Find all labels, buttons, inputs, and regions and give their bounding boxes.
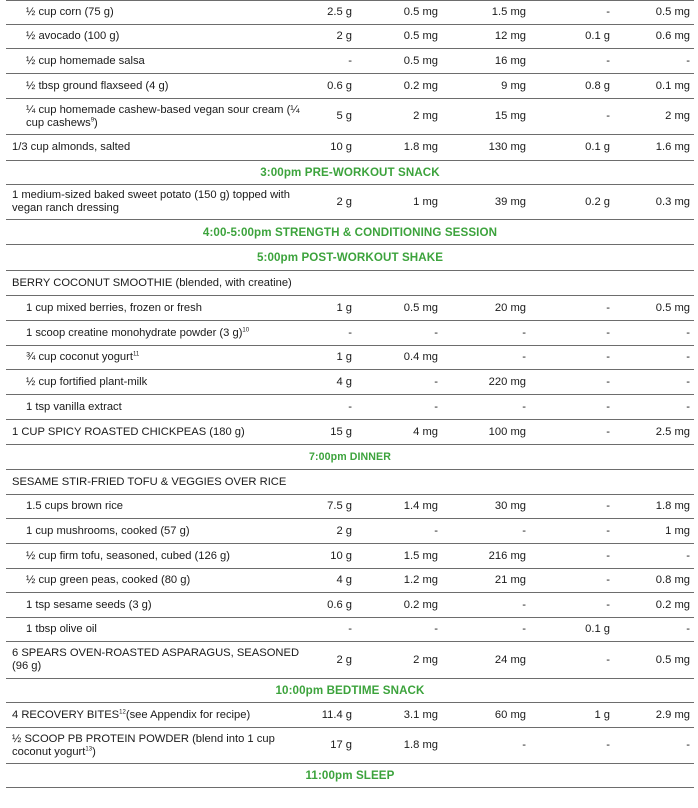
table-row [6,370,694,395]
table-row [6,271,694,296]
protein-value: 2 g [336,653,352,666]
food-item-text: ½ SCOOP PB PROTEIN POWDER (blend into 1 cup coconut yogurt [12,732,275,758]
protein-value: 1 g [336,351,352,363]
section-title: 3:00pm PRE-WORKOUT SNACK [260,166,440,179]
food-item-name [6,500,308,513]
food-item-text: ½ cup green peas, cooked (80 g) [26,574,191,586]
protein-value: 17 g [330,739,352,751]
iron-value: 1.8 mg [403,141,438,153]
protein-value: 4 g [336,574,352,586]
omega3-value: - [606,524,610,537]
zinc-value: - [686,375,690,388]
table-row [6,74,694,99]
table-row [6,296,694,321]
zinc-value: 2.9 mg [655,708,690,721]
omega3-value: 0.8 g [585,79,610,92]
protein-value: 5 g [336,110,352,122]
section-title: 4:00-5:00pm STRENGTH & CONDITIONING SESSION [202,225,498,239]
section-header-row [6,445,694,470]
table-row [6,642,694,679]
omega3-value: 0.2 g [585,195,610,208]
table-row [6,495,694,519]
iron-value: 3.1 mg [403,708,438,721]
protein-value: 2.5 g [327,6,352,18]
section-title: 7:00pm DINNER [309,451,391,463]
calcium-value: 60 mg [494,708,526,721]
omega3-value: - [606,400,610,413]
iron-value: 0.2 mg [403,598,438,611]
food-item-text-suffix: (see Appendix for recipe) [125,708,251,721]
iron-value: - [434,400,438,413]
iron-value: 1.4 mg [403,500,438,512]
omega3-value: - [606,549,610,562]
calcium-value: 130 mg [488,141,526,153]
iron-value: 0.5 mg [403,301,438,314]
food-item-text: ¼ cup homemade cashew-based vegan sour cream (¼ cup cashews [26,103,300,129]
protein-value: 0.6 g [327,598,352,611]
table-row [6,346,694,370]
protein-value: 11.4 g [321,708,352,721]
calcium-value: - [522,400,526,413]
food-item-name [6,351,308,364]
protein-value: - [348,54,352,67]
table-row [6,420,694,445]
food-item-name [6,476,308,489]
zinc-value: - [686,623,690,635]
zinc-value: 0.6 mg [655,30,690,42]
zinc-value: - [686,326,690,339]
calcium-value: 12 mg [494,30,526,42]
iron-value: 1.8 mg [403,739,438,751]
protein-value: 0.6 g [327,79,352,92]
omega3-value: - [606,375,610,388]
food-item-text: ½ cup fortified plant-milk [26,375,148,388]
iron-value: 1 mg [413,195,438,208]
food-item-text: 1 CUP SPICY ROASTED CHICKPEAS (180 g) [12,425,245,438]
food-item-text: 1 cup mixed berries, frozen or fresh [26,301,202,314]
omega3-value: - [606,326,610,339]
zinc-value: - [686,351,690,363]
calcium-value: 24 mg [494,653,526,666]
food-item-text: 1 cup mushrooms, cooked (57 g) [26,524,190,537]
zinc-value: - [686,54,690,67]
omega3-value: - [606,54,610,67]
iron-value: 0.5 mg [403,30,438,42]
food-item-text: ½ cup homemade salsa [26,54,145,67]
calcium-value: - [522,326,526,339]
food-item-name [6,733,308,759]
food-item-name [6,709,308,722]
calcium-value: - [522,739,526,751]
food-item-name [6,55,308,68]
table-row [6,25,694,49]
omega3-value: - [606,500,610,512]
iron-value: 1.5 mg [403,549,438,562]
footnote-ref: 11 [132,351,140,358]
calcium-value: - [522,623,526,635]
calcium-value: 216 mg [488,549,526,562]
food-item-name [6,80,308,93]
calcium-value: 1.5 mg [491,6,526,18]
iron-value: - [434,326,438,339]
food-item-name [6,376,308,389]
food-item-text: 1.5 cups brown rice [26,500,124,512]
zinc-value: 0.2 mg [655,598,690,611]
food-item-name [6,6,308,19]
footnote-ref: 13 [85,745,93,752]
food-item-name [6,327,308,340]
calcium-value: 220 mg [488,375,526,388]
section-header-row [6,245,694,271]
food-item-text: ¾ cup coconut yogurt [26,351,133,363]
omega3-value: 1 g [594,708,610,721]
omega3-value: - [606,574,610,586]
table-row [6,593,694,618]
nutrition-table [6,0,694,788]
iron-value: 0.5 mg [403,54,438,67]
protein-value: 10 g [330,549,352,562]
food-item-text: 1 tbsp olive oil [26,623,97,635]
iron-value: - [434,623,438,635]
table-row [6,703,694,728]
omega3-value: 0.1 g [585,623,610,635]
omega3-value: - [606,739,610,751]
table-row [6,519,694,544]
section-header-row [6,220,694,245]
zinc-value: 0.5 mg [655,6,690,18]
omega3-value: - [606,598,610,611]
food-item-name [6,104,308,130]
protein-value: - [348,623,352,635]
food-item-text: 6 SPEARS OVEN-ROASTED ASPARAGUS, SEASONED (96 g) [12,647,300,672]
food-item-text: SESAME STIR-FRIED TOFU & VEGGIES OVER RICE [12,475,287,488]
food-item-text-suffix: ) [94,116,98,129]
food-item-name [6,141,308,154]
food-item-text: ½ avocado (100 g) [26,30,120,42]
calcium-value: 16 mg [494,54,526,67]
zinc-value: 0.5 mg [655,301,690,314]
food-item-name [6,550,308,563]
table-row [6,49,694,74]
iron-value: 0.2 mg [403,79,438,92]
zinc-value: 0.1 mg [655,79,690,92]
section-title: 11:00pm SLEEP [305,769,395,782]
food-item-name [6,525,308,538]
protein-value: 2 g [336,30,352,42]
iron-value: 0.5 mg [403,6,438,18]
table-row [6,569,694,593]
omega3-value: - [606,6,610,18]
zinc-value: 2.5 mg [655,425,690,438]
omega3-value: - [606,653,610,666]
zinc-value: 1.8 mg [655,500,690,512]
zinc-value: - [686,549,690,562]
protein-value: 2 g [336,195,352,208]
food-item-text: ½ tbsp ground flaxseed (4 g) [26,79,169,92]
food-item-text: 1 scoop creatine monohydrate powder (3 g) [26,326,243,339]
food-item-text: 1 tsp sesame seeds (3 g) [26,598,152,611]
table-row [6,99,694,135]
table-row [6,544,694,569]
calcium-value: 100 mg [488,425,526,438]
food-item-text: 1 medium-sized baked sweet potato (150 g) topped with vegan ranch dressing [12,189,290,214]
food-item-text: 4 RECOVERY BITES [12,708,120,721]
protein-value: 7.5 g [327,500,352,512]
protein-value: 2 g [336,524,352,537]
food-item-text: BERRY COCONUT SMOOTHIE (blended, with creatine) [12,276,292,289]
footnote-ref: 12 [119,708,126,715]
zinc-value: 1.6 mg [655,141,690,153]
protein-value: 1 g [336,301,352,314]
food-item-name [6,647,308,673]
calcium-value: 9 mg [501,79,526,92]
protein-value: - [348,326,352,339]
omega3-value: - [606,351,610,363]
food-item-name [6,574,308,587]
calcium-value: - [522,524,526,537]
omega3-value: 0.1 g [585,141,610,153]
food-item-name [6,401,308,414]
table-row [6,728,694,764]
food-item-text: 1/3 cup almonds, salted [12,141,131,153]
table-row [6,470,694,495]
food-item-text-suffix: ) [92,745,96,758]
table-row [6,395,694,420]
footnote-ref: 10 [242,326,250,333]
calcium-value: 30 mg [494,500,526,512]
table-row [6,185,694,220]
calcium-value: 15 mg [494,110,526,122]
iron-value: - [434,524,438,537]
omega3-value: 0.1 g [585,30,610,42]
iron-value: - [434,375,438,388]
zinc-value: 0.3 mg [655,195,690,208]
section-title: 5:00pm POST-WORKOUT SHAKE [256,251,444,264]
calcium-value: 21 mg [494,574,526,586]
food-item-name [6,599,308,612]
food-item-text: ½ cup firm tofu, seasoned, cubed (126 g) [26,549,230,562]
calcium-value: 20 mg [494,301,526,314]
zinc-value: - [686,400,690,413]
iron-value: 4 mg [413,425,438,438]
protein-value: - [348,400,352,413]
protein-value: 10 g [330,141,352,153]
food-item-name [6,426,308,439]
calcium-value: - [522,351,526,363]
table-row [6,0,694,25]
iron-value: 2 mg [413,110,438,122]
food-item-name [6,623,308,636]
zinc-value: 0.5 mg [655,653,690,666]
food-item-name [6,277,308,290]
zinc-value: 0.8 mg [655,574,690,586]
food-item-name [6,302,308,315]
calcium-value: - [522,598,526,611]
food-item-name [6,30,308,43]
iron-value: 0.4 mg [403,351,438,363]
calcium-value: 39 mg [494,195,526,208]
protein-value: 4 g [336,375,352,388]
zinc-value: 1 mg [665,524,690,537]
food-item-name [6,189,308,215]
section-header-row [6,161,694,185]
table-row [6,618,694,642]
zinc-value: 2 mg [665,110,690,122]
section-header-row [6,679,694,703]
zinc-value: - [686,739,690,751]
section-title: 10:00pm BEDTIME SNACK [275,684,425,697]
footnote-ref: 9 [90,116,95,123]
protein-value: 15 g [330,425,352,438]
omega3-value: - [606,110,610,122]
table-row [6,321,694,346]
omega3-value: - [606,425,610,438]
omega3-value: - [606,301,610,314]
food-item-text: ½ cup corn (75 g) [26,6,114,18]
iron-value: 2 mg [413,653,438,666]
section-header-row [6,764,694,788]
iron-value: 1.2 mg [403,574,438,586]
food-item-text: 1 tsp vanilla extract [26,400,122,413]
table-row [6,135,694,161]
